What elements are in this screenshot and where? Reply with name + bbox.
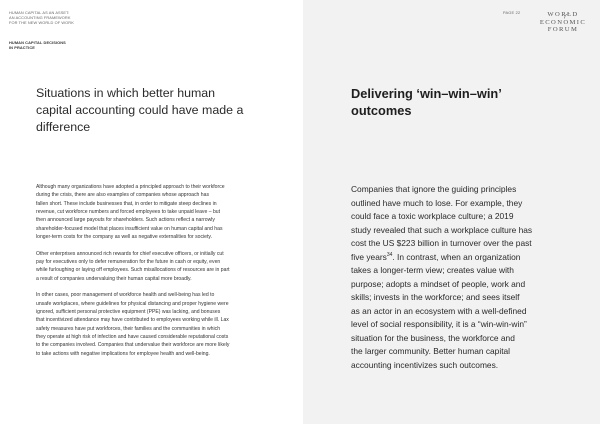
heading-line: capital accounting could have made a — [36, 103, 244, 117]
body-paragraph — [36, 250, 286, 283]
body-line: shareholder-focused model that places insufficient value on human capital and has — [36, 225, 223, 232]
body-text: . In contrast, when an organization — [392, 251, 521, 262]
body-line: revenue, cut workforce numbers and forced employees to take unpaid leave – but — [36, 209, 221, 216]
heading-line: Delivering ‘win–win–win’ — [351, 86, 502, 101]
body-line: level of social responsibility, it is a “win-win-win” — [351, 319, 527, 329]
body-line: Other enterprises announced rich rewards for chief executive officers, or initially cut — [36, 250, 224, 257]
body-text: five years — [351, 251, 387, 262]
right-body-text — [351, 183, 591, 372]
heading-line: difference — [36, 120, 91, 134]
body-line: a result of companies undervaluing their human capital more broadly. — [36, 275, 192, 282]
body-line: to the companies involved. Companies that undervalue their workforce are more likely — [36, 342, 230, 349]
body-line: pay for executives only to defer remuneration for the future in cash or equity, even — [36, 258, 221, 265]
body-line: that incentivized attendance may have contributed to employees working while ill. Lax — [36, 317, 229, 324]
body-line: they operate at high risk of infection and have caused considerable reputational costs — [36, 333, 229, 340]
body-line: as an actor in an ecosystem with a well-defined — [351, 305, 527, 316]
body-line: ignored, sufficient personal protective equipment (PPE) was lacking, and bonuses — [36, 308, 221, 315]
body-line: Although many organizations have adopted a principled approach to their workforce — [36, 184, 225, 190]
heading-line: Situations in which better human — [36, 86, 216, 100]
logo-line: WORLD — [547, 11, 579, 18]
section-line: IN PRACTICE — [9, 45, 35, 50]
page-number: PAGE 22 — [503, 10, 521, 15]
wef-logo — [533, 11, 593, 34]
body-line: cost the US $223 billion in turnover over the past — [351, 238, 532, 248]
body-line: skills; invests in the workforce; and sees itself — [351, 292, 520, 302]
right-column — [303, 0, 600, 424]
report-series-title — [9, 10, 74, 25]
body-line: during the crisis, there are also examples of companies whose approach has — [36, 192, 209, 199]
heading-line: outcomes — [351, 103, 412, 118]
section-title — [9, 40, 66, 50]
body-line: outlined have much to lose. For example, they — [351, 197, 523, 208]
logo-arc-icon — [564, 13, 570, 19]
body-line: could face a toxic workplace culture; a 2019 — [351, 211, 514, 221]
body-line: accounting incentivizes such outcomes. — [351, 359, 499, 370]
body-paragraph — [36, 183, 286, 241]
body-line: unsafe workplaces, where guidelines for physical distancing and proper hygiene were — [36, 300, 229, 307]
body-line: study revealed that such a workplace culture has — [351, 224, 533, 235]
footnote-ref[interactable]: 34 — [386, 251, 393, 258]
left-heading — [36, 85, 276, 136]
left-body-text — [36, 183, 286, 366]
body-line: longer-term costs for the company as well as negative externalities for society. — [36, 234, 213, 241]
logo-line: FORUM — [547, 26, 579, 34]
body-line: situation for the business, the workforce and — [351, 332, 515, 343]
body-line: to take actions with negative implications for employee health and well-being. — [36, 350, 210, 357]
body-paragraph — [36, 291, 286, 358]
body-line: takes a longer-term view; creates value with — [351, 265, 514, 275]
logo-line: ECONOMIC — [539, 18, 587, 26]
body-line: the larger community. Better human capital — [351, 346, 511, 356]
body-line: fallen short. These include businesses that, in order to mitigate steep declines in — [36, 200, 217, 207]
series-line: FOR THE NEW WORLD OF WORK — [9, 20, 74, 25]
body-line: In other cases, poor management of workforce health and well-being has led to — [36, 292, 215, 299]
body-line: while furloughing or laying off employees. Such misallocations of resources are in part — [36, 267, 230, 274]
series-line: AN ACCOUNTING FRAMEWORK — [9, 15, 71, 20]
series-line: HUMAN CAPITAL AS AN ASSET: — [9, 10, 70, 15]
body-line: safety measures have put workforces, their families and the communities in which — [36, 325, 221, 332]
body-line: then announced large payouts for shareholders. Such actions reflect a narrowly — [36, 217, 215, 224]
body-line: purpose; adopts a mindset of people, work and — [351, 278, 526, 289]
body-line-with-footnote — [351, 251, 591, 265]
right-heading — [351, 85, 581, 119]
body-line: Companies that ignore the guiding principles — [351, 184, 517, 194]
section-line: HUMAN CAPITAL DECISIONS — [9, 40, 66, 45]
